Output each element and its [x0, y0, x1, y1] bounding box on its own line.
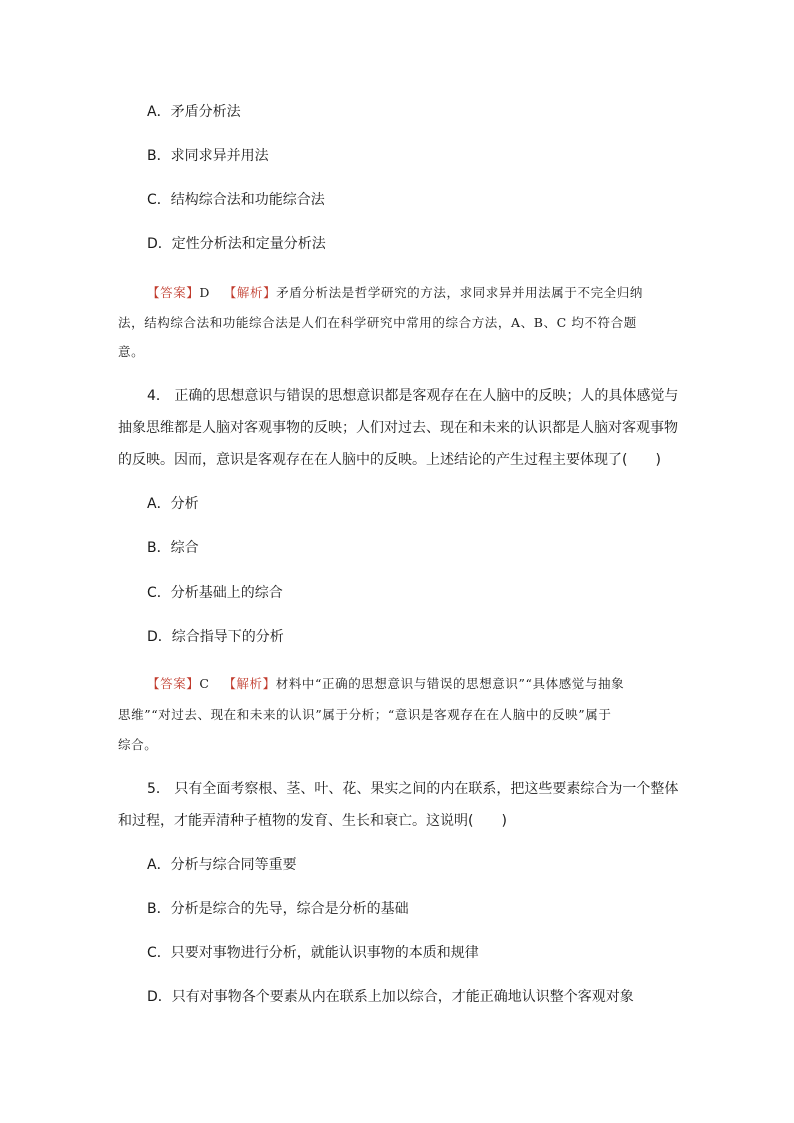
- q4-stem-line-2: 抽象思维都是人脑对客观事物的反映；人们对过去、现在和未来的认识都是人脑对客观事物: [118, 420, 678, 436]
- analysis-tag: 【解析】: [223, 676, 276, 691]
- q5-option-b: B．分析是综合的先导，综合是分析的基础: [147, 901, 409, 917]
- q4-option-b: B．综合: [147, 540, 199, 556]
- q3-option-b: B．求同求异并用法: [147, 148, 269, 164]
- q4-option-d: D．综合指导下的分析: [147, 629, 284, 645]
- analysis-text: 材料中“正确的思想意识与错误的思想意识”“具体感觉与抽象: [275, 676, 625, 691]
- q5-stem-line-2: 和过程，才能弄清种子植物的发育、生长和衰亡。这说明( ): [118, 813, 507, 829]
- q5-option-a: A．分析与综合同等重要: [147, 857, 297, 873]
- q3-option-a: A．矛盾分析法: [147, 104, 241, 120]
- q4-option-a: A．分析: [147, 496, 199, 512]
- q4-option-c: C．分析基础上的综合: [147, 585, 283, 601]
- analysis-tag: 【解析】: [223, 285, 277, 300]
- q3-option-d: D．定性分析法和定量分析法: [147, 236, 326, 252]
- q5-option-c: C．只要对事物进行分析，就能认识事物的本质和规律: [147, 945, 479, 961]
- answer-tag: 【答案】: [147, 676, 200, 691]
- q5-option-d: D．只有对事物各个要素从内在联系上加以综合，才能正确地认识整个客观对象: [147, 989, 634, 1005]
- q4-analysis-line-2: 思维”“对过去、现在和未来的认识”属于分析；“意识是客观存在在人脑中的反映”属于: [118, 707, 612, 722]
- answer-tag: 【答案】: [147, 285, 200, 300]
- analysis-text: 矛盾分析法是哲学研究的方法，求同求异并用法属于不完全归纳: [276, 285, 643, 300]
- q3-option-c: C．结构综合法和功能综合法: [147, 192, 325, 208]
- q3-answer-line: [147, 283, 643, 303]
- q5-stem-line-1: 5． 只有全面考察根、茎、叶、花、果实之间的内在联系，把这些要素综合为一个整体: [147, 781, 679, 797]
- answer-value: C: [199, 676, 210, 691]
- q4-stem-line-3: 的反映。因而，意识是客观存在在人脑中的反映。上述结论的产生过程主要体现了( ): [118, 452, 661, 468]
- answer-value: D: [199, 285, 211, 300]
- q4-answer-line: [147, 674, 624, 694]
- q4-stem-line-1: 4． 正确的思想意识与错误的思想意识都是客观存在在人脑中的反映；人的具体感觉与: [147, 388, 679, 404]
- q4-analysis-line-3: 综合。: [118, 737, 158, 752]
- q3-analysis-line-2: 法，结构综合法和功能综合法是人们在科学研究中常用的综合方法，A、B、C 均不符合题: [118, 315, 637, 330]
- q3-analysis-line-3: 意。: [118, 344, 145, 359]
